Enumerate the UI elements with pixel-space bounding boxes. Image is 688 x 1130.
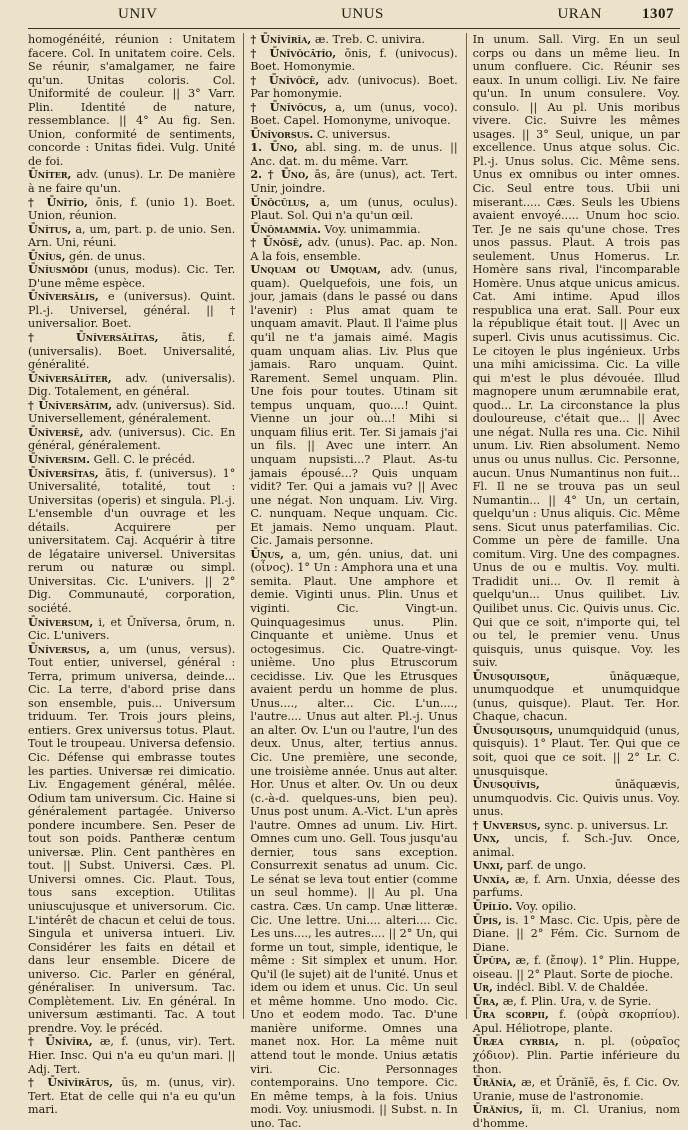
entry-definition: homogénéité, réunion : Unitatem facere. Col. In unitatem coire. Cels. Se réunir, s'amalgamer, ne faire qu'un. Unitas coloris. Col. Uniformité de couleur. || 3° Varr. Plin. Identité de nature, ressemblance. || 4° Au fig. Sen. Union, conformité de sentiments, concorde : Unitas fidei. Vulg. Unité de foi. bbox=[28, 33, 236, 168]
entry-definition: adv. (unus). Pac. ap. Non. A la fois, ensemble. bbox=[250, 236, 458, 263]
dictionary-entry bbox=[473, 954, 680, 981]
entry-headword: Ūnĭversālis, bbox=[28, 289, 99, 304]
dictionary-entry bbox=[28, 196, 235, 223]
entry-headword: Ūpĭlĭo. bbox=[472, 899, 513, 913]
column-1 bbox=[28, 33, 236, 1117]
dictionary-entry bbox=[473, 670, 680, 724]
entry-definition: f. (οὐρὰ σκορπίου). Apul. Héliotrope, plante. bbox=[472, 1008, 680, 1035]
dictionary-entry bbox=[250, 141, 457, 168]
dictionary-entry bbox=[28, 250, 235, 264]
dictionary-entry bbox=[473, 981, 680, 995]
entry-headword: Ūnŏcŭlus, bbox=[250, 194, 310, 209]
dictionary-entry bbox=[28, 616, 235, 643]
entry-headword: Ūnĭtus, bbox=[28, 221, 72, 236]
entry-definition: adv. (universus). Sid. Universellement, généralement. bbox=[28, 398, 236, 426]
entry-definition: adv. (universalis). Dig. Totalement, en général. bbox=[28, 371, 236, 399]
dictionary-entry bbox=[28, 263, 235, 290]
entry-headword: † Ūnĭvĭrātus, bbox=[28, 1075, 114, 1090]
entry-definition: gén. de unus. bbox=[69, 249, 146, 263]
dictionary-entry bbox=[28, 1076, 235, 1117]
dictionary-entry bbox=[473, 1076, 680, 1103]
entry-definition: indécl. Bibl. V. de Chaldée. bbox=[496, 981, 649, 995]
entry-headword: Ūnĭversĭtas, bbox=[28, 465, 99, 480]
entry-definition: a, um (unus, voco). Boet. Capel. Homonyme, univoque. bbox=[250, 100, 458, 128]
entry-headword: † Ūnĭversālĭtas, bbox=[28, 330, 159, 345]
entry-headword: Ūnĭversē, bbox=[28, 424, 84, 439]
dictionary-entry bbox=[473, 995, 680, 1009]
entry-headword: † Ūnĭvŏcē, bbox=[250, 72, 320, 87]
header-left-guide-word: UNIV bbox=[118, 6, 158, 22]
entry-definition: ĭi, m. Cl. Uranius, nom d'homme. bbox=[472, 1103, 680, 1130]
header-rule bbox=[28, 28, 680, 29]
entry-headword: † Ūnōsē, bbox=[250, 235, 303, 250]
entry-headword: Ūnĭter, bbox=[28, 167, 72, 182]
entry-definition: ōnis, f. (univocus). Boet. Homonymie. bbox=[250, 46, 458, 74]
dictionary-entry bbox=[473, 1103, 680, 1130]
dictionary-entry bbox=[473, 873, 680, 900]
dictionary-entry bbox=[473, 900, 680, 914]
entry-headword: † Ūnĭvĭra, bbox=[28, 1034, 93, 1049]
entry-headword: † Ūnĭvĭrĭa, bbox=[250, 32, 312, 46]
entry-headword: † Ūnĭvŏcātĭo, bbox=[250, 45, 337, 60]
dictionary-entry bbox=[250, 74, 457, 101]
dictionary-entry bbox=[28, 643, 235, 1036]
dictionary-entry bbox=[473, 859, 680, 873]
entry-headword: Ūpis, bbox=[472, 912, 502, 927]
dictionary-entry bbox=[250, 101, 457, 128]
dictionary-entry bbox=[250, 128, 457, 142]
entry-definition: adv. (universus). Cic. En général, généralement. bbox=[28, 425, 236, 453]
entry-headword: † Ūnĭvŏcus, bbox=[250, 99, 327, 114]
dictionary-entry bbox=[250, 548, 457, 1130]
entry-definition: adv. (univocus). Boet. Par homonymie. bbox=[250, 73, 458, 101]
entry-headword: Ūnĭusmŏdi bbox=[28, 262, 89, 277]
dictionary-entry bbox=[473, 33, 680, 670]
entry-headword: † Ūnĭversātim, bbox=[28, 397, 113, 412]
dictionary-entry bbox=[473, 724, 680, 778]
dictionary-entry bbox=[250, 236, 457, 263]
entry-definition: ātis, f. (universus). 1° Universalité, totalité, tout : Universitas (operis) et singula. Pl.-j. L'ensemble d'un ouvrage et les détails. Acquirere per universitatem. Caj. Acquérir à titre de légataire universel. Universitas rerum ou naturæ ou simpl. Universitas. Cic. L'univers. || 2° Dig. Communauté, corporation, société. bbox=[28, 466, 236, 615]
entry-definition: adv. (unus, quam). Quelquefois, une fois, un jour, jamais (dans le passé ou dans l'avenir) : Plus amat quam te unquam amavit. Plaut. Il l'aime plus qu'il ne t'a jamais aimé. Magis quam unquam alias. Liv. Plus que jamais. Raro unquam. Quint. Rarement. Semel unquam. Plin. Une fois pour toutes. Utinam sit tempus unquam, quo....! Quint. Vienne un jour où...! Mihi si unquam filius erit. Ter. Si jamais j'ai un fils. || Avec une interr. An unquam nupsisti...? Plaut. As-tu jamais épousé...? Quis unquam vidit? Ter. Qui a jamais vu? || Avec une négat. Non unquam. Liv. Virg. C. nunquam. Neque unquam. Cic. Et jamais. Nemo unquam. Plaut. Cic. Jamais personne. bbox=[250, 263, 458, 548]
dictionary-entry bbox=[28, 453, 235, 467]
entry-headword: 2. † Ūno, bbox=[250, 167, 309, 182]
entry-definition: C. universus. bbox=[316, 127, 391, 141]
entry-definition: uncis, f. Sch.-Juv. Once, animal. bbox=[472, 832, 680, 859]
entry-definition: ōnis, f. (unio 1). Boet. Union, réunion. bbox=[28, 195, 236, 223]
entry-headword: Ūra scorpii, bbox=[472, 1007, 549, 1022]
dictionary-entry bbox=[28, 223, 235, 250]
entry-definition: a, um (unus, oculus). Plaut. Sol. Qui n'a qu'un œil. bbox=[250, 195, 458, 223]
entry-headword: † Unversus, bbox=[472, 817, 541, 832]
entry-definition: Voy. unimammia. bbox=[324, 222, 421, 236]
dictionary-entry bbox=[28, 372, 235, 399]
entry-definition: æ, f. (ἔποψ). 1° Plin. Huppe, oiseau. || 2° Plaut. Sorte de pioche. bbox=[472, 954, 680, 981]
entry-definition: æ. Treb. C. univira. bbox=[314, 33, 425, 46]
entry-headword: Ūnĭversum, bbox=[28, 614, 94, 629]
dictionary-entry bbox=[473, 1035, 680, 1076]
entry-headword: Unquam ou Umquam, bbox=[250, 262, 382, 277]
entry-definition: æ, et Ūrănĭē, ēs, f. Cic. Ov. Uranie, muse de l'astronomie. bbox=[472, 1076, 680, 1103]
entry-headword: Ūnus, bbox=[250, 546, 285, 561]
dictionary-entry bbox=[250, 196, 457, 223]
entry-headword: Ūnŏmammĭa. bbox=[250, 221, 321, 236]
entry-definition: a, um, part. p. de unio. Sen. Arn. Uni, réuni. bbox=[28, 222, 236, 250]
dictionary-entry bbox=[28, 331, 235, 372]
entry-definition: ūs, m. (unus, vir). Tert. Etat de celle qui n'a eu qu'un mari. bbox=[28, 1076, 236, 1117]
entry-headword: Ūrănĭa, bbox=[472, 1075, 517, 1090]
entry-definition: i, et Ūnĭversa, ōrum, n. Cic. L'univers. bbox=[28, 615, 236, 643]
entry-definition: Voy. opilio. bbox=[515, 900, 577, 913]
entry-headword: Ūnusquisque, bbox=[472, 668, 550, 683]
entry-definition: a, um, gén. unius, dat. uni (οἶνος). 1° Un : Amphora una et una semita. Plaut. Une amphore et demie. Viginti unus. Plin. Unus et viginti. Cic. Vingt-un. Quinquagesimus unus. Plin. Cinquante et unième. Unus et octogesimus. Cic. Quatre-vingt-unième. Uno plus Etruscorum cecidisse. Liv. Que les Etrusques avaient perdu un homme de plus. Unus...., alter... Cic. L'un...., l'autre.... Unus aut alter. Pl.-j. Unus an alter. Ov. L'un ou l'autre, l'un des deux. Unus, alter, tertius annus. Cic. Une première, une seconde, une troisième année. Unus aut alter. Hor. Unus et alter. Ov. Un ou deux (c.-à-d. quelques-uns, bien peu). Unus post unum. A.-Vict. L'un après l'autre. Omnes ad unum. Liv. Hirt. Omnes cum uno. Gell. Tous jusqu'au dernier, tous sans exception. Consurrexit senatus ad unum. Cic. Le sénat se leva tout entier (comme un seul homme). || Au pl. Una castra. Cæs. Un camp. Unæ litteræ. Cic. Une lettre. Uni.... alteri.... Cic. Les uns...., les autres.... || 2° Un, qui forme un tout, simple, identique, le même : Sit simplex et unum. Hor. Qu'il (le sujet) ait de l'unité. Unus et idem ou idem et unus. Cic. Un seul et même homme. Uno modo. Cic. Uno et eodem modo. Tac. D'une manière uniforme. Omnes una manet nox. Hor. La même nuit attend tout le monde. Unius ætatis viri. Cic. Personnages contemporains. Uno tempore. Cic. En même temps, à la fois. Unius modi. Voy. uniusmodi. || Subst. n. In uno. Tac. bbox=[250, 547, 458, 1130]
entry-headword: Unxi, bbox=[472, 858, 504, 873]
columns bbox=[28, 32, 680, 1130]
entry-definition: abl. sing. m. de unus. || Anc. dat. m. du même. Varr. bbox=[250, 141, 458, 168]
dictionary-entry bbox=[28, 467, 235, 616]
entry-headword: Ūræa cyrbia, bbox=[472, 1034, 559, 1049]
dictionary-entry bbox=[250, 47, 457, 74]
dictionary-entry bbox=[28, 399, 235, 426]
dictionary-entry bbox=[28, 1035, 235, 1076]
entry-definition: ās, āre (unus), act. Tert. Unir, joindre. bbox=[250, 168, 458, 196]
entry-definition: Gell. C. le précéd. bbox=[93, 452, 196, 466]
dictionary-entry bbox=[250, 223, 457, 237]
column-2 bbox=[243, 32, 458, 1130]
entry-headword: Ūnĭvorsus. bbox=[250, 126, 314, 141]
entry-headword: Ūrănĭus, bbox=[472, 1102, 523, 1117]
header-center-guide-word: UNUS bbox=[341, 6, 384, 22]
entry-headword: Ūnĭversim. bbox=[28, 451, 91, 466]
entry-headword: Ūnĭversus, bbox=[28, 641, 91, 656]
entry-headword: † Ūnĭtĭo, bbox=[28, 194, 88, 209]
dictionary-entry bbox=[250, 33, 457, 47]
entry-definition: ūnăquævis, unumquodvis. Cic. Quivis unus. Voy. unus. bbox=[472, 778, 680, 819]
dictionary-entry bbox=[28, 168, 235, 195]
entry-definition: adv. (unus). Lr. De manière à ne faire qu'un. bbox=[28, 168, 236, 196]
entry-definition: In unum. Sall. Virg. En un seul corps ou dans un même lieu. In unum confluere. Cic. Réunir ses eaux. In unum colligi. Liv. Ne faire qu'un. In unum consulere. Voy. consulo. || Au pl. Unis moribus vivere. Cic. Suivre les mêmes usages. || 3° Seul, unique, un par excellence. Unus atque solus. Cic. Pl.-j. Unus solus. Cic. Même sens. Unus ex omnibus ou inter omnes. Cic. Seul entre tous. Ubii uni miserant..... Cæs. Seuls les Ubiens avaient envoyé..... Unum hoc scio. Ter. Je ne sais qu'une chose. Tres unos passus. Plaut. A trois pas seulement. Unus Homerus. Lr. Homère sans rival, l'incomparable Homère. Unus atque unicus amicus. Cat. Ami intime. Apud illos respublica una erat. Sall. Pour eux la république était tout. || Avec un superl. Civis unus acutissimus. Cic. Le citoyen le plus ingénieux. Urbs una mihi amicissima. Cic. La ville qui m'est le plus dévouée. Illud magnopere unum ærumnabile erat, quod... Lr. La circonstance la plus douloureuse, c'était que... || Avec une négat. Nulla res una. Cic. Nihil unum. Liv. Rien absolument. Nemo unus ou unus nullus. Cic. Personne, aucun. Unus Numantinus non fuit... Fl. Il ne se trouva pas un seul Numantin... || 4° Un, un certain, quelqu'un : Unus aliquis. Cic. Même sens. Sicut unus paterfamilias. Cic. Comme un père de famille. Una comitum. Virg. Une des compagnes. Unus de ou e multis. Voy. multi. Tradidit uni... Ov. Il remit à quelqu'un... Unus quilibet. Liv. Quilibet unus. Cic. Quivis unus. Cic. Qui que ce soit, n'importe qui, tel ou tel, le premier venu. Unus quisquis, unus quisque. Voy. les suiv. bbox=[472, 33, 680, 670]
entry-definition: is. 1° Masc. Cic. Upis, père de Diane. || 2° Fém. Cic. Surnom de Diane. bbox=[472, 913, 680, 954]
dictionary-entry bbox=[473, 778, 680, 819]
header-right-guide-word: URAN bbox=[557, 6, 602, 22]
entry-definition: n. pl. (οὐραῖος χόδιον). Plin. Partie inférieure du thon. bbox=[472, 1035, 680, 1076]
dictionary-entry bbox=[250, 263, 457, 547]
entry-definition: unumquidquid (unus, quisquis). 1° Plaut. Ter. Qui que ce soit, quoi que ce soit. || 2° Lr. C. unusquisque. bbox=[472, 723, 680, 778]
dictionary-entry bbox=[28, 33, 235, 168]
column-3 bbox=[466, 33, 680, 1130]
entry-headword: Unx, bbox=[472, 831, 500, 846]
entry-headword: 1. Ūno, bbox=[250, 140, 298, 155]
entry-definition: ūnăquæque, unumquodque et unumquidque (unus, quisque). Plaut. Ter. Hor. Chaque, chacun. bbox=[472, 669, 680, 724]
entry-definition: a, um (unus, versus). Tout entier, universel, général : Terra, primum universa, deinde... Cic. La terre, d'abord prise dans son ensemble, puis... Universum triduum. Ter. Trois jours pleins, entiers. Grex universus totus. Plaut. Tout le troupeau. Universa defensio. Cic. Défense qui embrasse toutes les parties. Universæ rei dimicatio. Liv. Engagement général, mêlée. Odium tam universum. Cic. Haine si généralement partagée. Universo pondere incumbere. Sen. Peser de tout son poids. Pantheræ centum universæ. Plin. Cent panthères en tout. || Subst. Universi. Cæs. Pl. Universi omnes. Cic. Plaut. Tous, tous sans exception. Utilitas uniuscujusque et universorum. Cic. L'intérêt de chacun et celui de tous. Singula et universa intueri. Liv. Considérer les faits en détail et dans leur ensemble. Dicere de universo. Cic. Parler en général, généraliser. In universum. Tac. Complètement. Liv. En général. In universum æstimanti. Tac. A tout prendre. Voy. le précéd. bbox=[28, 642, 236, 1035]
entry-headword: Unxĭa, bbox=[472, 871, 510, 886]
dictionary-entry bbox=[250, 168, 457, 195]
entry-definition: æ, f. (unus, vir). Tert. Hier. Insc. Qui n'a eu qu'un mari. || Adj. Tert. bbox=[28, 1035, 236, 1076]
dictionary-entry bbox=[28, 290, 235, 331]
entry-definition: ātis, f. (universalis). Boet. Universalité, généralité. bbox=[28, 331, 236, 372]
entry-headword: Ūnusquĭvis, bbox=[472, 777, 540, 792]
dictionary-entry bbox=[473, 819, 680, 833]
entry-definition: e (universus). Quint. Pl.-j. Universel, général. || † universalior. Boet. bbox=[28, 290, 236, 331]
entry-definition: æ, f. Plin. Ura, v. de Syrie. bbox=[502, 994, 652, 1008]
entry-headword: Ūnĭus, bbox=[28, 248, 66, 263]
dictionary-entry bbox=[28, 426, 235, 453]
dictionary-entry bbox=[473, 832, 680, 859]
entry-definition: sync. p. universus. Lr. bbox=[544, 818, 669, 832]
entry-headword: Ur, bbox=[472, 980, 493, 995]
entry-definition: parf. de ungo. bbox=[507, 859, 587, 873]
dictionary-entry bbox=[473, 914, 680, 955]
entry-headword: Ūnĭversālĭter, bbox=[28, 370, 112, 385]
running-header bbox=[28, 6, 678, 27]
entry-headword: Ūnusquisquis, bbox=[472, 722, 554, 737]
entry-headword: Ūra, bbox=[472, 993, 500, 1008]
entry-definition: æ, f. Arn. Unxia, déesse des parfums. bbox=[472, 872, 680, 900]
entry-headword: Ŭpŭpa, bbox=[472, 953, 511, 968]
dictionary-entry bbox=[473, 1008, 680, 1035]
entry-definition: (unus, modus). Cic. Ter. D'une même espèce. bbox=[28, 263, 236, 290]
page-number: 1307 bbox=[641, 6, 674, 22]
